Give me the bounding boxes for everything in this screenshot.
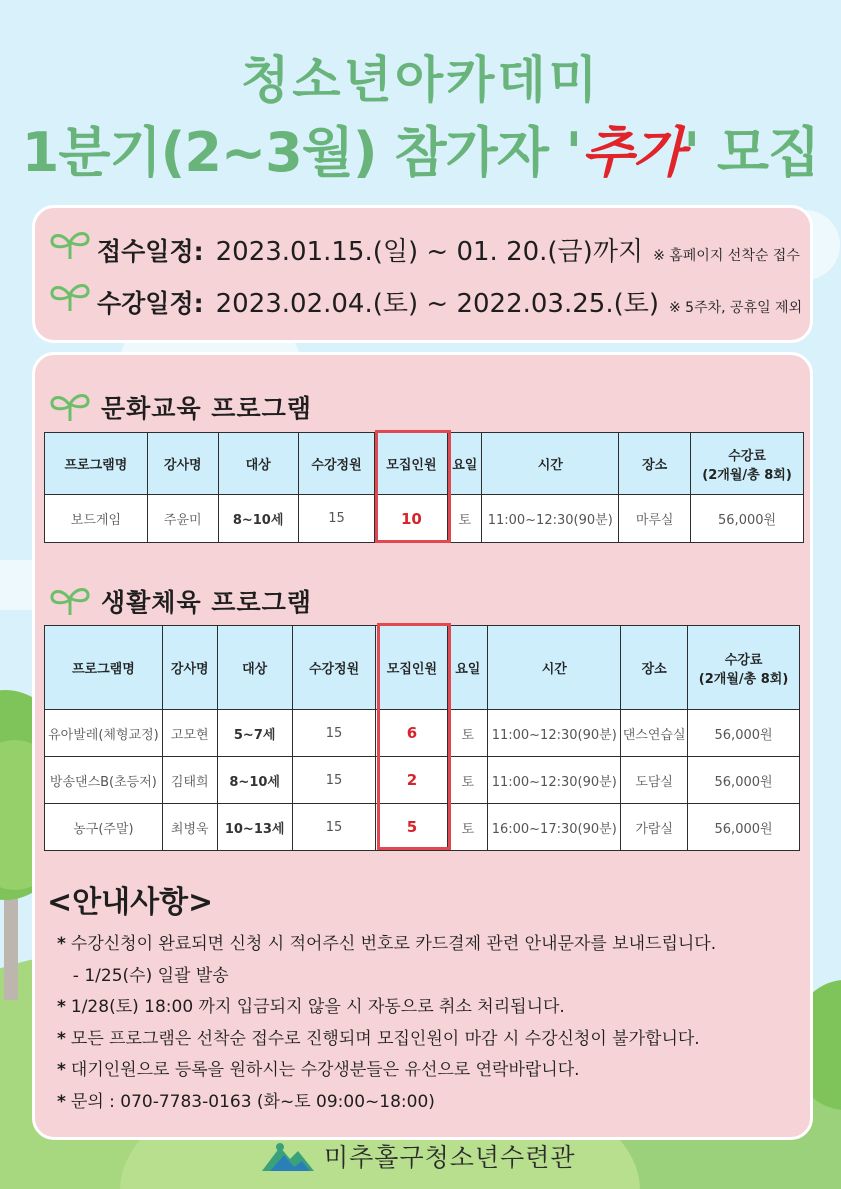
column-header: 프로그램명: [45, 626, 163, 710]
program-box: [32, 352, 813, 1140]
column-header: 대상: [218, 433, 298, 495]
notice-item: [57, 1055, 716, 1087]
organization-name: 미추홀구청소년수련관: [324, 1143, 576, 1172]
table-cell: 김태희: [162, 757, 217, 804]
notice-title: <안내사항>: [47, 885, 214, 920]
reception-schedule-row: [49, 230, 800, 268]
table-cell: 56,000원: [691, 495, 804, 543]
table-cell: 11:00~12:30(90분): [488, 710, 621, 757]
table-cell: 8~10세: [217, 757, 292, 804]
column-header: 프로그램명: [45, 433, 148, 495]
mountain-logo-icon: [260, 1139, 316, 1173]
reception-note: ※ 홈페이지 선착순 접수: [653, 248, 800, 264]
table-cell: 토: [448, 495, 482, 543]
culture-section-title: [49, 389, 312, 425]
course-note: ※ 5주차, 공휴일 제외: [669, 300, 803, 316]
schedule-box: [32, 205, 813, 343]
bullet-icon: *: [57, 1060, 66, 1080]
notice-text: 수강신청이 완료되면 신청 시 적어주신 번호로 카드결제 관련 안내문자를 보내드립니다.: [70, 934, 717, 954]
column-header: 수강정원: [298, 433, 375, 495]
column-header: 수강료 (2개월/총 8회): [688, 626, 800, 710]
table-cell: 농구(주말): [45, 804, 163, 851]
table-cell: 유아발레(체형교정): [45, 710, 163, 757]
table-cell: 도담실: [621, 757, 688, 804]
sprout-icon: [49, 230, 91, 260]
column-header: 모집인원: [375, 433, 448, 495]
column-header: 요일: [448, 433, 482, 495]
table-cell: 6: [376, 710, 448, 757]
sprout-icon: [49, 392, 91, 422]
course-schedule-row: [49, 282, 802, 320]
table-cell: 가람실: [621, 804, 688, 851]
notice-text: 모든 프로그램은 선착순 접수로 진행되며 모집인원이 마감 시 수강신청이 불가합니다.: [70, 1028, 700, 1049]
page-title: 청소년아카데미: [240, 51, 601, 109]
table-cell: 16:00~17:30(90분): [488, 804, 621, 851]
notice-text: 문의 : 070-7783-0163 (화~토 09:00~18:00): [70, 1091, 435, 1112]
table-cell: 56,000원: [688, 757, 800, 804]
sports-section-title: [49, 583, 312, 619]
sprout-icon: [49, 586, 91, 616]
sprout-icon: [49, 282, 91, 312]
subtitle-before: 1분기(2~3월) 참가자 ': [21, 121, 582, 184]
table-cell: 토: [448, 757, 488, 804]
table-cell: 방송댄스B(초등저): [45, 757, 163, 804]
table-cell: 11:00~12:30(90분): [482, 495, 619, 543]
bullet-icon: *: [57, 997, 66, 1017]
bullet-icon: *: [57, 1091, 66, 1112]
notice-item: [57, 1024, 716, 1056]
notice-list: [57, 929, 716, 1118]
reception-value: 2023.01.15.(일) ~ 01. 20.(금)까지: [215, 237, 644, 267]
table-cell: 주윤미: [147, 495, 218, 543]
course-value: 2023.02.04.(토) ~ 2022.03.25.(토): [215, 289, 659, 319]
table-cell: 15: [292, 710, 376, 757]
column-header: 장소: [621, 626, 688, 710]
table-cell: 15: [292, 757, 376, 804]
table-cell: 마루실: [619, 495, 691, 543]
culture-title: 문화교육 프로그램: [101, 394, 312, 423]
column-header: 강사명: [162, 626, 217, 710]
column-header: 수강정원: [292, 626, 376, 710]
table-cell: 56,000원: [688, 710, 800, 757]
course-label: 수강일정:: [97, 289, 204, 318]
table-cell: 15: [292, 804, 376, 851]
table-cell: 5: [376, 804, 448, 851]
column-header: 대상: [217, 626, 292, 710]
table-cell: 10: [375, 495, 448, 543]
table-cell: 토: [448, 804, 488, 851]
recruit-column-highlight: [375, 430, 451, 543]
footer: [260, 1138, 576, 1174]
column-header: 시간: [482, 433, 619, 495]
notice-item: [57, 961, 716, 993]
column-header: 강사명: [147, 433, 218, 495]
column-header: 모집인원: [376, 626, 448, 710]
notice-item: [57, 929, 716, 961]
subtitle-accent: 추가: [581, 121, 684, 184]
table-cell: 56,000원: [688, 804, 800, 851]
table-cell: 토: [448, 710, 488, 757]
page-subtitle: [0, 110, 841, 187]
table-cell: 고모현: [162, 710, 217, 757]
sports-title: 생활체육 프로그램: [101, 588, 312, 617]
reception-label: 접수일정:: [97, 237, 204, 266]
subtitle-after: ' 모집: [683, 121, 820, 184]
table-cell: 8~10세: [218, 495, 298, 543]
column-header: 장소: [619, 433, 691, 495]
notice-text: 대기인원으로 등록을 원하시는 수강생분들은 유선으로 연락바랍니다.: [70, 1060, 580, 1080]
table-cell: 11:00~12:30(90분): [488, 757, 621, 804]
table-cell: 보드게임: [45, 495, 148, 543]
table-cell: 10~13세: [217, 804, 292, 851]
table-cell: 15: [298, 495, 375, 543]
bullet-icon: *: [57, 1028, 66, 1049]
notice-item: [57, 1087, 716, 1119]
column-header: 수강료 (2개월/총 8회): [691, 433, 804, 495]
notice-text: - 1/25(수) 일괄 발송: [62, 965, 229, 986]
column-header: 요일: [448, 626, 488, 710]
table-cell: 2: [376, 757, 448, 804]
recruit-column-highlight: [377, 623, 451, 850]
bullet-icon: *: [57, 934, 66, 954]
table-cell: 댄스연습실: [621, 710, 688, 757]
column-header: 시간: [488, 626, 621, 710]
table-cell: 5~7세: [217, 710, 292, 757]
table-cell: 최병욱: [162, 804, 217, 851]
notice-text: 1/28(토) 18:00 까지 입금되지 않을 시 자동으로 취소 처리됩니다.: [70, 997, 565, 1017]
notice-item: [57, 992, 716, 1024]
